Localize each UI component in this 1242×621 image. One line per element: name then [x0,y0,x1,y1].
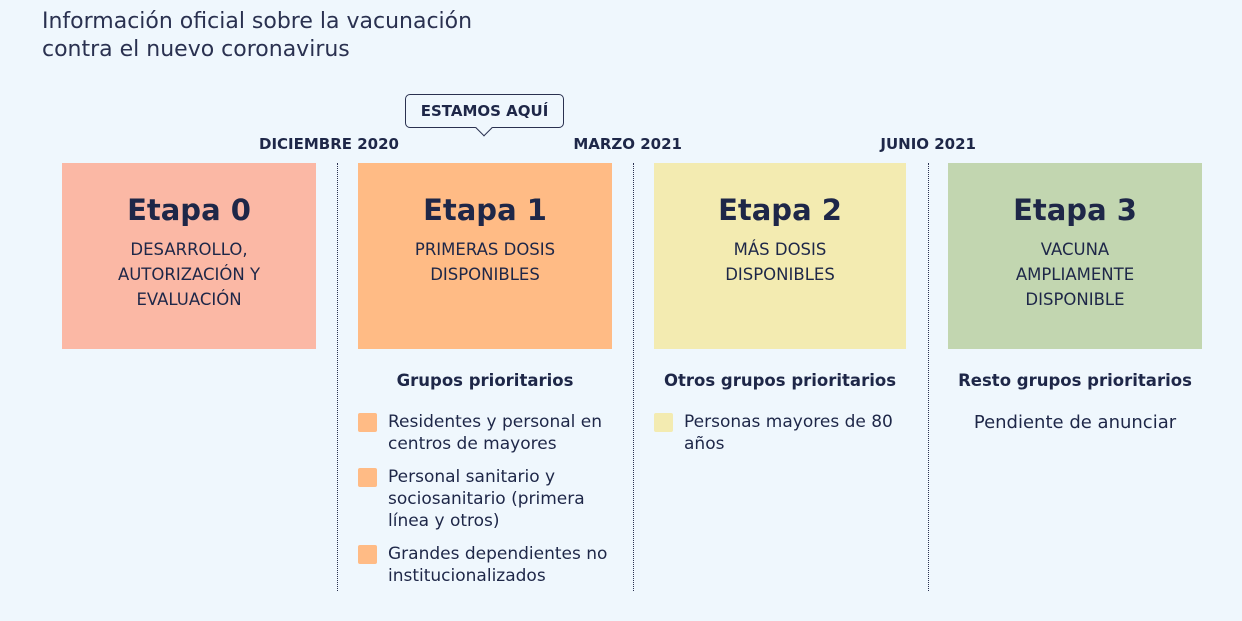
stage-desc: DESARROLLO, [130,240,248,259]
stage-2 [654,163,906,466]
bullet-square-icon [654,413,673,432]
current-stage-marker: ESTAMOS AQUÍ [405,94,564,128]
pending-text: Pendiente de anunciar [973,412,1177,433]
stage-desc: DISPONIBLE [1025,290,1125,309]
date-label: JUNIO 2021 [880,135,976,153]
stage-name: Etapa 1 [423,193,547,227]
item-text: Residentes y personal en centros de mayores [388,412,603,454]
stage-desc: DISPONIBLES [725,265,835,284]
title-line: Información oficial sobre la vacunación [42,9,473,34]
group-heading: Resto grupos prioritarios [958,371,1192,390]
stage-box [948,163,1202,349]
title-line: contra el nuevo coronavirus [42,37,350,62]
stage-desc: DISPONIBLES [430,265,540,284]
list-item [358,411,612,455]
stage-box [62,163,316,349]
stage-desc: PRIMERAS DOSIS [414,240,556,259]
bullet-square-icon [358,413,377,432]
group-heading: Grupos prioritarios [396,371,574,390]
stage-desc: MÁS DOSIS [733,240,827,259]
divider [928,163,929,591]
item-text: Personas mayores de 80 años [684,412,893,454]
date-label: DICIEMBRE 2020 [259,135,399,153]
page-title [42,8,472,64]
stage-1 [358,163,612,598]
stage-desc: AUTORIZACIÓN Y [117,265,261,284]
item-text: Grandes dependientes no institucionalizados [388,544,608,586]
stage-desc: EVALUACIÓN [136,290,242,309]
divider [633,163,634,591]
bullet-square-icon [358,468,377,487]
list-item [654,411,906,455]
stage-name: Etapa 0 [127,193,251,227]
group-heading: Otros grupos prioritarios [663,371,897,390]
stage-3 [948,163,1202,433]
stage-box [358,163,612,349]
list-item [358,543,612,587]
divider [337,163,338,591]
bullet-square-icon [358,545,377,564]
stage-0 [62,163,316,349]
stage-box [654,163,906,349]
list-item [358,466,612,532]
stage-desc: AMPLIAMENTE [1015,265,1135,284]
stage-desc: VACUNA [1040,240,1110,259]
stage-name: Etapa 3 [1013,193,1137,227]
date-label: MARZO 2021 [573,135,682,153]
stage-name: Etapa 2 [718,193,842,227]
item-text: Personal sanitario y sociosanitario (primera línea y otros) [388,467,585,531]
